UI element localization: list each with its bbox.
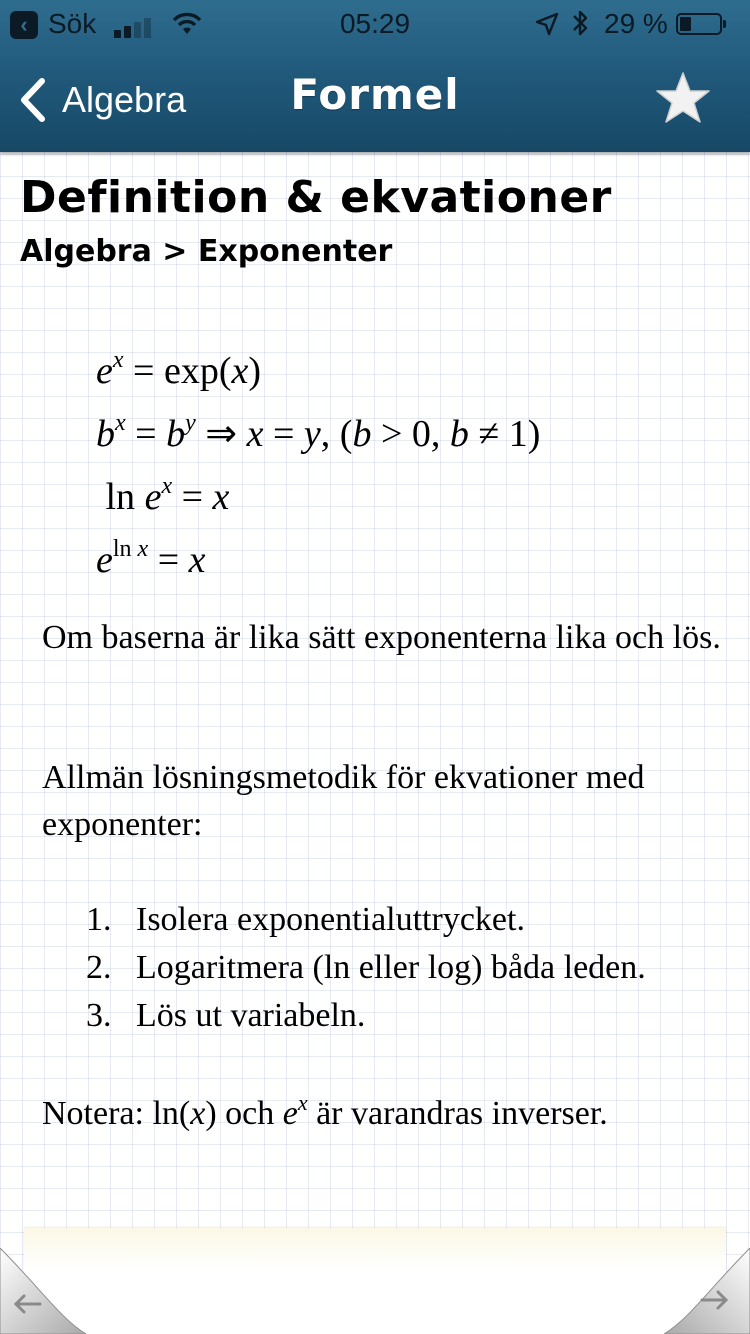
breadcrumb: Algebra > Exponenter (20, 234, 393, 269)
back-to-app-label[interactable]: Sök (48, 8, 97, 39)
list-item: 2. Logaritmera (ln eller log) båda leden. (86, 949, 646, 986)
formula-block (96, 340, 540, 592)
nav-title: Formel (290, 70, 460, 119)
next-page-button[interactable] (664, 1248, 750, 1334)
steps-list (86, 896, 646, 1040)
battery-icon (676, 13, 722, 35)
paragraph-equal-bases: Om baserna är lika sätt exponenterna lika och lös. (42, 619, 721, 656)
bottom-paper (24, 1228, 726, 1334)
battery-level (680, 17, 691, 31)
star-icon[interactable] (654, 70, 712, 128)
bluetooth-icon (570, 8, 590, 38)
page-heading: Definition & ekvationer (20, 172, 612, 223)
formula-exp-of-ln: $e^{ln x} = x$ (96, 536, 206, 581)
battery-percentage: 29 % (604, 8, 668, 39)
location-icon (535, 12, 559, 36)
formula-equal-bases: $b^x = b^y$ ⇒ x = y, (b > 0, b ≠ 1) (96, 410, 541, 455)
formula-ln-of-exp: $\ln e^x = x$ (96, 473, 230, 518)
list-item: 1. Isolera exponentialuttrycket. (86, 901, 525, 938)
back-to-app-icon[interactable]: ‹ (10, 11, 38, 39)
formula-exp-definition: $e^x = \exp(x)$ (96, 347, 262, 392)
note-paragraph: Notera: ln(x) och $e^x$ är varandras inverser. (42, 1090, 608, 1132)
top-bar (0, 0, 750, 152)
previous-page-button[interactable] (0, 1248, 86, 1334)
status-bar (0, 0, 750, 52)
list-item: 3. Lös ut variabeln. (86, 997, 366, 1034)
status-time: 05:29 (339, 8, 411, 39)
paragraph-method-intro: Allmän lösningsmetodik för ekvationer med exponenter: (42, 759, 645, 843)
back-button-label: Algebra (62, 79, 187, 120)
